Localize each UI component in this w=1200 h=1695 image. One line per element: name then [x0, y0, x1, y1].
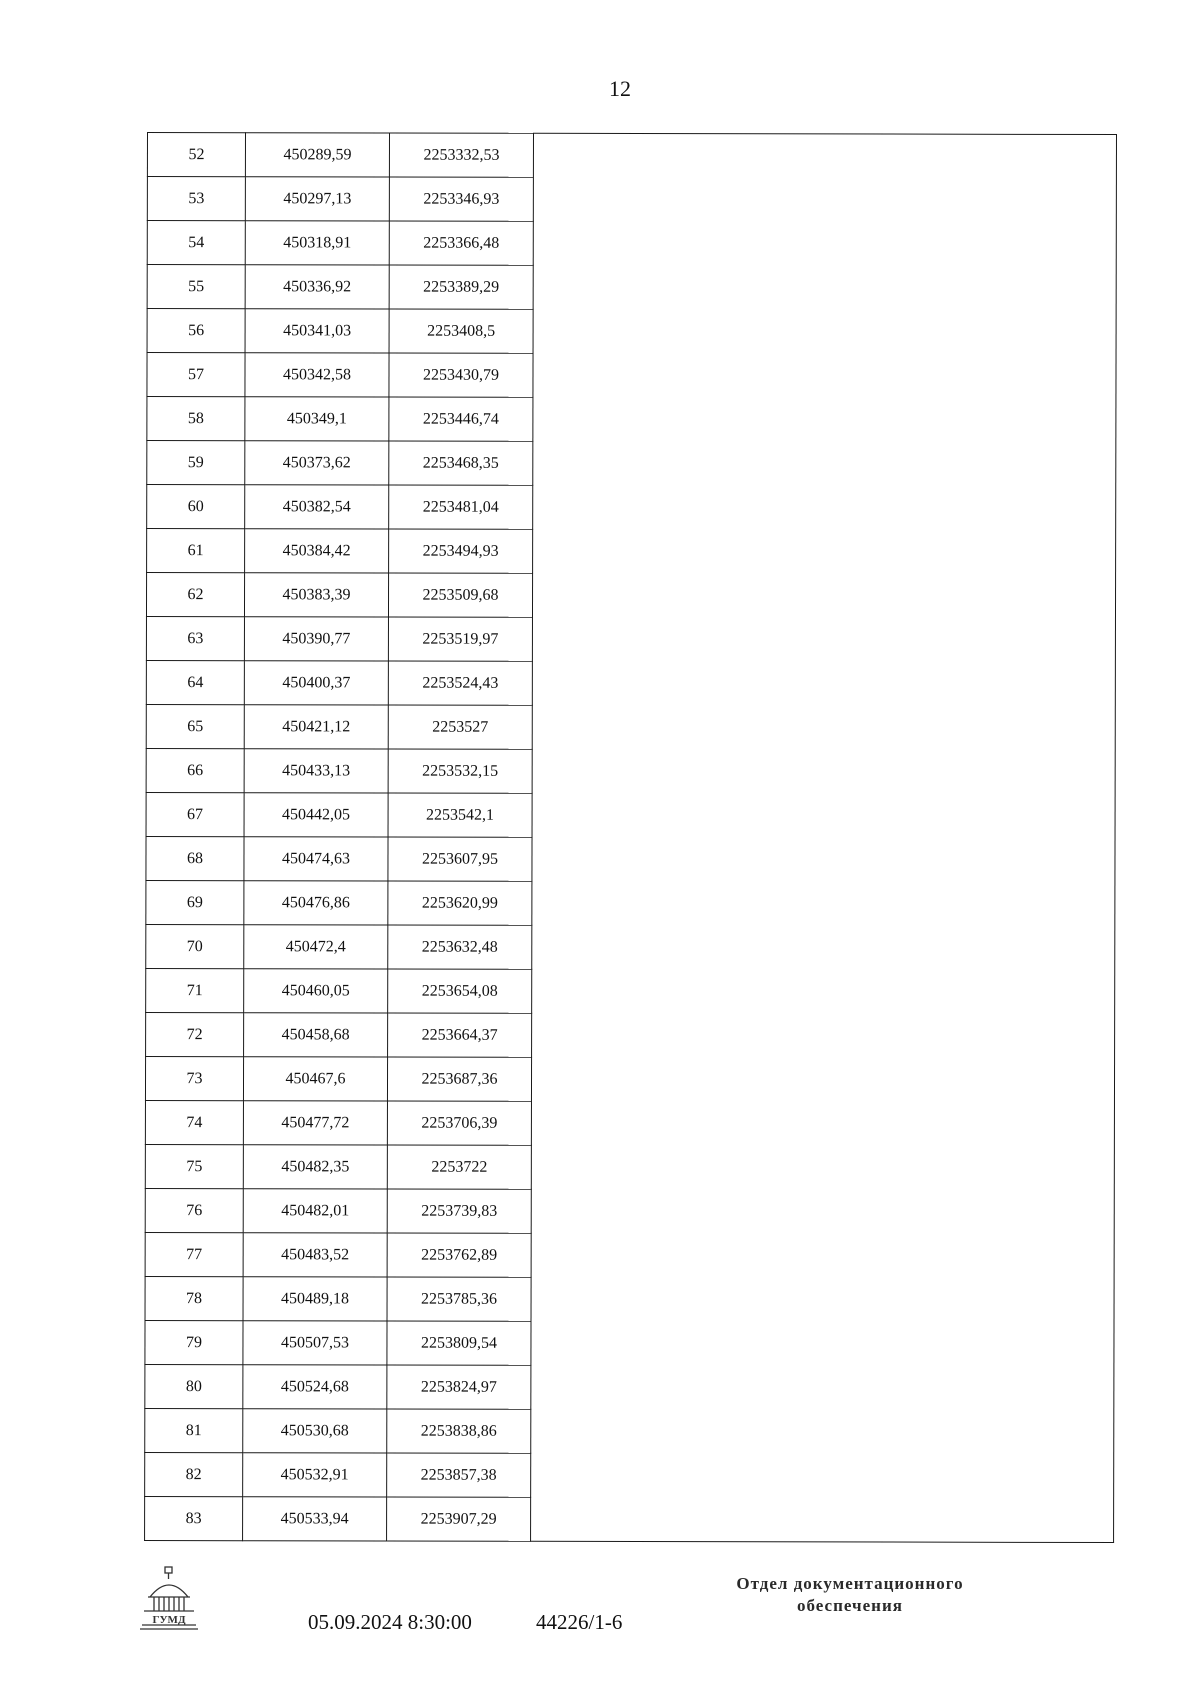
y-coordinate-cell: 2253519,97 [388, 617, 532, 661]
svg-text:ГУМД: ГУМД [152, 1614, 186, 1626]
point-number-cell: 75 [145, 1144, 243, 1188]
x-coordinate-cell: 450477,72 [243, 1101, 387, 1145]
x-coordinate-cell: 450489,18 [243, 1277, 387, 1321]
department-stamp-line2: обеспечения [797, 1596, 903, 1615]
y-coordinate-cell: 2253430,79 [389, 353, 533, 397]
x-coordinate-cell: 450467,6 [243, 1057, 387, 1101]
point-number-cell: 57 [147, 353, 245, 397]
y-coordinate-cell: 2253509,68 [388, 573, 532, 617]
y-coordinate-cell: 2253632,48 [388, 925, 532, 969]
y-coordinate-cell: 2253785,36 [387, 1277, 531, 1321]
point-number-cell: 81 [145, 1408, 243, 1452]
point-number-cell: 77 [145, 1232, 243, 1276]
x-coordinate-cell: 450342,58 [245, 353, 389, 397]
point-number-cell: 69 [146, 880, 244, 924]
y-coordinate-cell: 2253857,38 [387, 1453, 531, 1497]
y-coordinate-cell: 2253664,37 [388, 1013, 532, 1057]
y-coordinate-cell: 2253446,74 [389, 397, 533, 441]
y-coordinate-cell: 2253494,93 [389, 529, 533, 573]
y-coordinate-cell: 2253706,39 [387, 1101, 531, 1145]
point-number-cell: 59 [147, 441, 245, 485]
point-number-cell: 78 [145, 1276, 243, 1320]
point-number-cell: 73 [145, 1056, 243, 1100]
table-row [147, 133, 1116, 179]
blank-merged-cell [531, 133, 1117, 1542]
point-number-cell: 56 [147, 309, 245, 353]
x-coordinate-cell: 450349,1 [245, 397, 389, 441]
point-number-cell: 55 [147, 265, 245, 309]
point-number-cell: 79 [145, 1320, 243, 1364]
y-coordinate-cell: 2253722 [387, 1145, 531, 1189]
x-coordinate-cell: 450460,05 [244, 969, 388, 1013]
point-number-cell: 80 [145, 1364, 243, 1408]
point-number-cell: 53 [147, 177, 245, 221]
coordinates-table [144, 132, 1117, 1543]
y-coordinate-cell: 2253366,48 [389, 221, 533, 265]
point-number-cell: 65 [146, 704, 244, 748]
x-coordinate-cell: 450532,91 [243, 1453, 387, 1497]
y-coordinate-cell: 2253532,15 [388, 749, 532, 793]
point-number-cell: 58 [147, 397, 245, 441]
y-coordinate-cell: 2253527 [388, 705, 532, 749]
x-coordinate-cell: 450289,59 [245, 133, 389, 177]
x-coordinate-cell: 450507,53 [243, 1321, 387, 1365]
x-coordinate-cell: 450341,03 [245, 309, 389, 353]
institution-logo [138, 1565, 200, 1631]
department-stamp-line1: Отдел документационного [736, 1574, 964, 1593]
point-number-cell: 62 [146, 573, 244, 617]
y-coordinate-cell: 2253838,86 [387, 1409, 531, 1453]
point-number-cell: 54 [147, 221, 245, 265]
point-number-cell: 70 [146, 924, 244, 968]
y-coordinate-cell: 2253468,35 [389, 441, 533, 485]
x-coordinate-cell: 450530,68 [243, 1409, 387, 1453]
x-coordinate-cell: 450482,01 [243, 1189, 387, 1233]
page-number: 12 [609, 76, 631, 101]
y-coordinate-cell: 2253332,53 [389, 133, 533, 177]
point-number-cell: 64 [146, 660, 244, 704]
x-coordinate-cell: 450442,05 [244, 793, 388, 837]
x-coordinate-cell: 450421,12 [244, 705, 388, 749]
point-number-cell: 63 [146, 617, 244, 661]
x-coordinate-cell: 450336,92 [245, 265, 389, 309]
x-coordinate-cell: 450390,77 [244, 617, 388, 661]
y-coordinate-cell: 2253654,08 [388, 969, 532, 1013]
x-coordinate-cell: 450318,91 [245, 221, 389, 265]
registration-datetime: 05.09.2024 8:30:00 [308, 1610, 472, 1634]
x-coordinate-cell: 450483,52 [243, 1233, 387, 1277]
x-coordinate-cell: 450373,62 [245, 441, 389, 485]
y-coordinate-cell: 2253607,95 [388, 837, 532, 881]
y-coordinate-cell: 2253481,04 [389, 485, 533, 529]
point-number-cell: 74 [145, 1100, 243, 1144]
x-coordinate-cell: 450383,39 [244, 573, 388, 617]
point-number-cell: 83 [145, 1496, 243, 1540]
point-number-cell: 66 [146, 748, 244, 792]
coordinates-table-body [145, 133, 1117, 1543]
y-coordinate-cell: 2253739,83 [387, 1189, 531, 1233]
x-coordinate-cell: 450382,54 [245, 485, 389, 529]
y-coordinate-cell: 2253346,93 [389, 177, 533, 221]
y-coordinate-cell: 2253542,1 [388, 793, 532, 837]
x-coordinate-cell: 450474,63 [244, 837, 388, 881]
x-coordinate-cell: 450433,13 [244, 749, 388, 793]
y-coordinate-cell: 2253620,99 [388, 881, 532, 925]
x-coordinate-cell: 450472,4 [244, 925, 388, 969]
point-number-cell: 72 [146, 1012, 244, 1056]
building-emblem-icon [138, 1565, 200, 1631]
point-number-cell: 60 [147, 485, 245, 529]
y-coordinate-cell: 2253762,89 [387, 1233, 531, 1277]
y-coordinate-cell: 2253408,5 [389, 309, 533, 353]
y-coordinate-cell: 2253687,36 [387, 1057, 531, 1101]
department-stamp [700, 1573, 1000, 1617]
point-number-cell: 61 [147, 529, 245, 573]
x-coordinate-cell: 450458,68 [244, 1013, 388, 1057]
x-coordinate-cell: 450524,68 [243, 1365, 387, 1409]
x-coordinate-cell: 450384,42 [245, 529, 389, 573]
point-number-cell: 52 [147, 133, 245, 177]
coordinates-table-wrapper [144, 132, 1117, 1542]
y-coordinate-cell: 2253824,97 [387, 1365, 531, 1409]
document-number: 44226/1-6 [536, 1610, 623, 1634]
x-coordinate-cell: 450400,37 [244, 661, 388, 705]
y-coordinate-cell: 2253389,29 [389, 265, 533, 309]
point-number-cell: 67 [146, 792, 244, 836]
y-coordinate-cell: 2253524,43 [388, 661, 532, 705]
x-coordinate-cell: 450476,86 [244, 881, 388, 925]
point-number-cell: 82 [145, 1452, 243, 1496]
point-number-cell: 71 [146, 968, 244, 1012]
x-coordinate-cell: 450533,94 [243, 1497, 387, 1541]
x-coordinate-cell: 450482,35 [243, 1145, 387, 1189]
y-coordinate-cell: 2253809,54 [387, 1321, 531, 1365]
point-number-cell: 76 [145, 1188, 243, 1232]
x-coordinate-cell: 450297,13 [245, 177, 389, 221]
point-number-cell: 68 [146, 836, 244, 880]
y-coordinate-cell: 2253907,29 [387, 1497, 531, 1541]
